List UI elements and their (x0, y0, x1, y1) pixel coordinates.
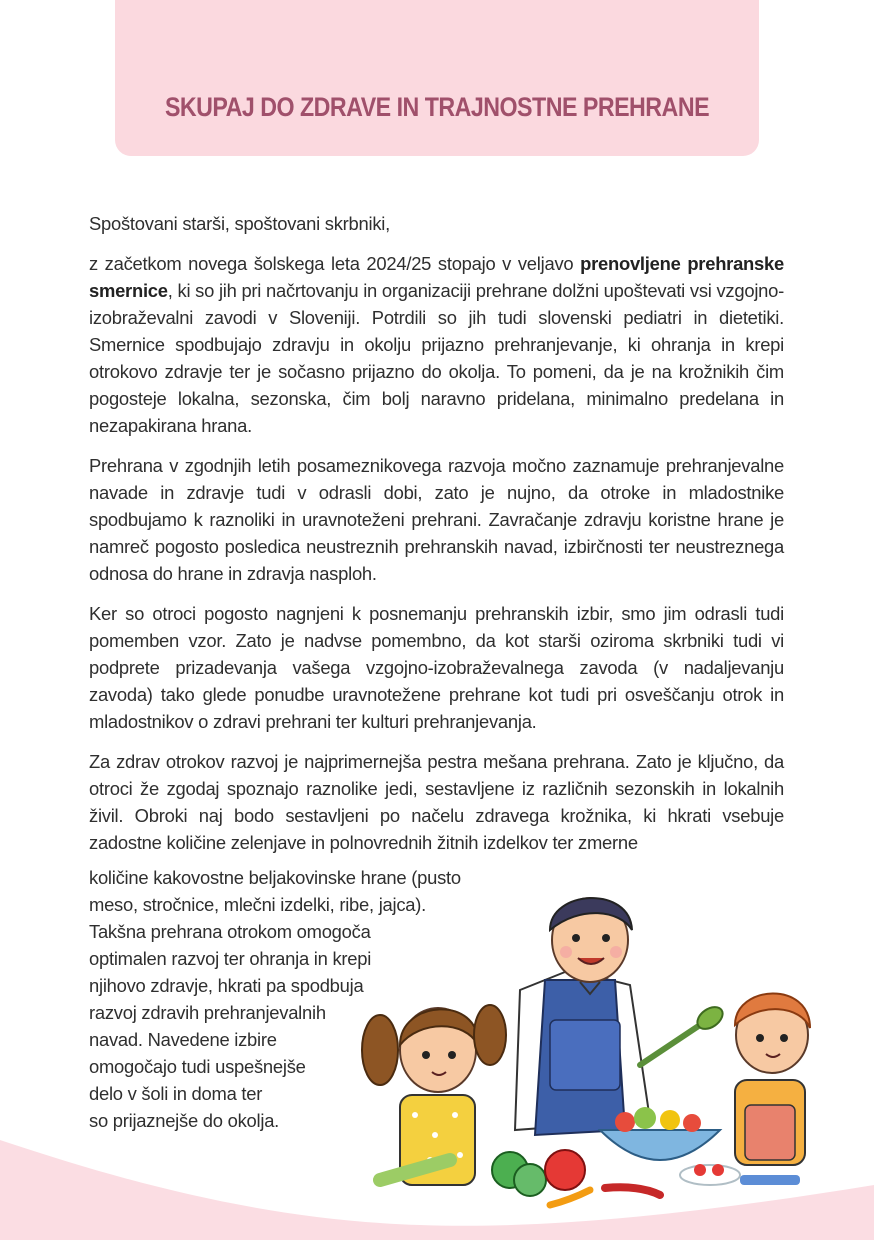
text-line: njihovo zdravje, hkrati pa spodbuja (89, 975, 364, 996)
page-title: SKUPAJ DO ZDRAVE IN TRAJNOSTNE PREHRANE (164, 92, 710, 122)
text-line: količine kakovostne beljakovinske hrane (pusto (89, 867, 461, 888)
p1-text-end: , ki so jih pri načrtovanju in organizaciji prehrane dolžni upoštevati vsi vzgojno-izobraževalni zavodi v Sloveniji. Potrdili so jih tudi slovenski pediatri in dietetiki. Smernice spodbujajo zdravju in okolju prijazno prehranjevanje, ki ohranja in krepi otrokovo zdravje ter je sočasno prijazno do okolja. To pomeni, da je na krožnikih čim pogosteje lokalna, sezonska, čim bolj naravno pridelana, minimalno predelana in nezapakirana hrana. (89, 280, 784, 436)
text-line: navad. Navedene izbire (89, 1029, 277, 1050)
p1-text-start: z začetkom novega šolskega leta 2024/25 stopajo v veljavo (89, 253, 581, 274)
text-line: Takšna prehrana otrokom omogoča (89, 921, 371, 942)
text-line: delo v šoli in doma ter (89, 1083, 263, 1104)
cooking-family-illustration (340, 870, 860, 1230)
salad-bowl (600, 1107, 720, 1160)
father-figure (515, 898, 650, 1135)
text-line: optimalen razvoj ter ohranja in krepi (89, 948, 372, 969)
p1-bold-text: prenovljene prehranske smernice (89, 253, 784, 301)
boy-figure (735, 993, 810, 1165)
paragraph-2: Prehrana v zgodnjih letih posameznikovega razvoja močno zaznamuje prehranjevalne navade in zdravje tudi v odrasli dobi, zato je nujno, da otroke in mladostnike spodbujamo k raznoliki in uravnoteženi prehrani. Zavračanje zdravju koristne hrane je namreč pogosto posledica neustreznih prehranskih navad, izbirčnosti ter neustreznega odnosa do hrane in zdravja nasploh. (89, 455, 784, 584)
text-line: omogočajo tudi uspešnejše (89, 1056, 306, 1077)
paragraph-3: Ker so otroci pogosto nagnjeni k posnemanju prehranskih izbir, smo jim odrasli tudi pomemben vzor. Zato je nadvse pomembno, da kot starši oziroma skrbniki tudi vi podprete prizadevanja vašega vzgojno-izobraževalnega zavoda (v nadaljevanju zavoda) tako glede ponudbe uravnotežene prehrane kot tudi pri osveščanju otrok in mladostnikov o zdravi prehrani ter kulturi prehranjevanja. (89, 603, 784, 732)
text-line: so prijaznejše do okolja. (89, 1110, 280, 1131)
greeting: Spoštovani starši, spoštovani skrbniki, (89, 213, 390, 234)
paragraph-1 (89, 250, 784, 439)
text-line: meso, stročnice, mlečni izdelki, ribe, jajca). (89, 894, 427, 915)
paragraph-4: Za zdrav otrokov razvoj je najprimernejša pestra mešana prehrana. Zato je ključno, da otroci že zgodaj spoznajo raznolike jedi, sestavljene iz različnih sezonskih in lokalnih živil. Obroki naj bodo sestavljeni po načelu zdravega krožnika, ki hkrati vsebuje zadostne količine zelenjave in polnovrednih žitnih izdelkov ter zmerne (89, 751, 784, 853)
text-line: razvoj zdravih prehranjevalnih (89, 1002, 326, 1023)
header-banner (115, 0, 759, 156)
letter-body (89, 210, 784, 856)
